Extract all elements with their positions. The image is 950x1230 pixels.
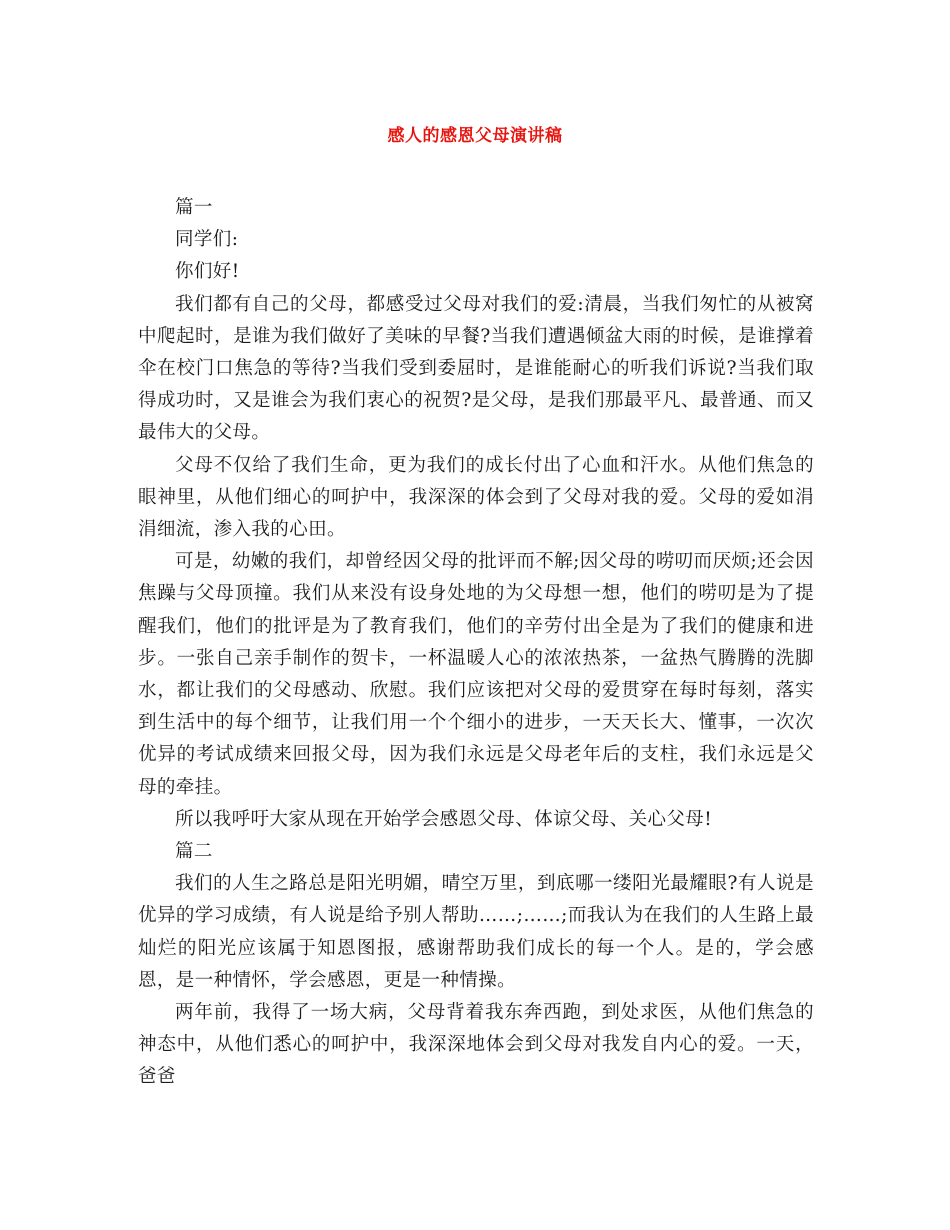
- paragraph: 所以我呼吁大家从现在开始学会感恩父母、体谅父母、关心父母!: [175, 808, 713, 830]
- paragraph: 我们的人生之路总是阳光明媚，晴空万里，到底哪一缕阳光最耀眼?有人说是优异的学习成绩，有人说是给予别人帮助……;……;而我认为在我们的人生路上最灿烂的阳光应该属于知恩图报，感谢帮助我们成长的每一个人。是的，学会感恩，是一种情怀，学会感恩，更是一种情操。: [138, 873, 814, 991]
- paragraph: 我们都有自己的父母，都感受过父母对我们的爱:清晨，当我们匆忙的从被窝中爬起时，是谁为我们做好了美味的早餐?当我们遭遇倾盆大雨的时候，是谁撑着伞在校门口焦急的等待?当我们受到委屈时，是谁能耐心的听我们诉说?当我们取得成功时，又是谁会为我们衷心的祝贺?是父母，是我们那最平凡、最普通、而又最伟大的父母。: [138, 293, 814, 444]
- document-body: [138, 192, 814, 1094]
- paragraph: 可是，幼嫩的我们，却曾经因父母的批评而不解;因父母的唠叨而厌烦;还会因焦躁与父母顶撞。我们从来没有设身处地的为父母想一想，他们的唠叨是为了提醒我们，他们的批评是为了教育我们，他们的辛劳付出全是为了我们的健康和进步。一张自己亲手制作的贺卡，一杯温暖人心的浓浓热茶，一盆热气腾腾的洗脚水，都让我们的父母感动、欣慰。我们应该把对父母的爱贯穿在每时每刻，落实到生活中的每个细节，让我们用一个个细小的进步，一天天长大、懂事，一次次优异的考试成绩来回报父母，因为我们永远是父母老年后的支柱，我们永远是父母的牵挂。: [138, 551, 814, 798]
- section-heading-2: 篇二: [175, 841, 213, 863]
- salutation: 同学们:: [175, 229, 239, 251]
- section-heading-1: 篇一: [175, 197, 213, 218]
- paragraph: 两年前，我得了一场大病，父母背着我东奔西跑，到处求医，从他们焦急的神态中，从他们悉心的呵护中，我深深地体会到父母对我发自内心的爱。一天，爸爸: [138, 1002, 814, 1088]
- paragraph: 父母不仅给了我们生命，更为我们的成长付出了心血和汗水。从他们焦急的眼神里，从他们细心的呵护中，我深深的体会到了父母对我的爱。父母的爱如涓涓细流，渗入我的心田。: [138, 454, 814, 541]
- document-title: 感人的感恩父母演讲稿: [387, 126, 563, 146]
- greeting: 你们好!: [175, 261, 240, 283]
